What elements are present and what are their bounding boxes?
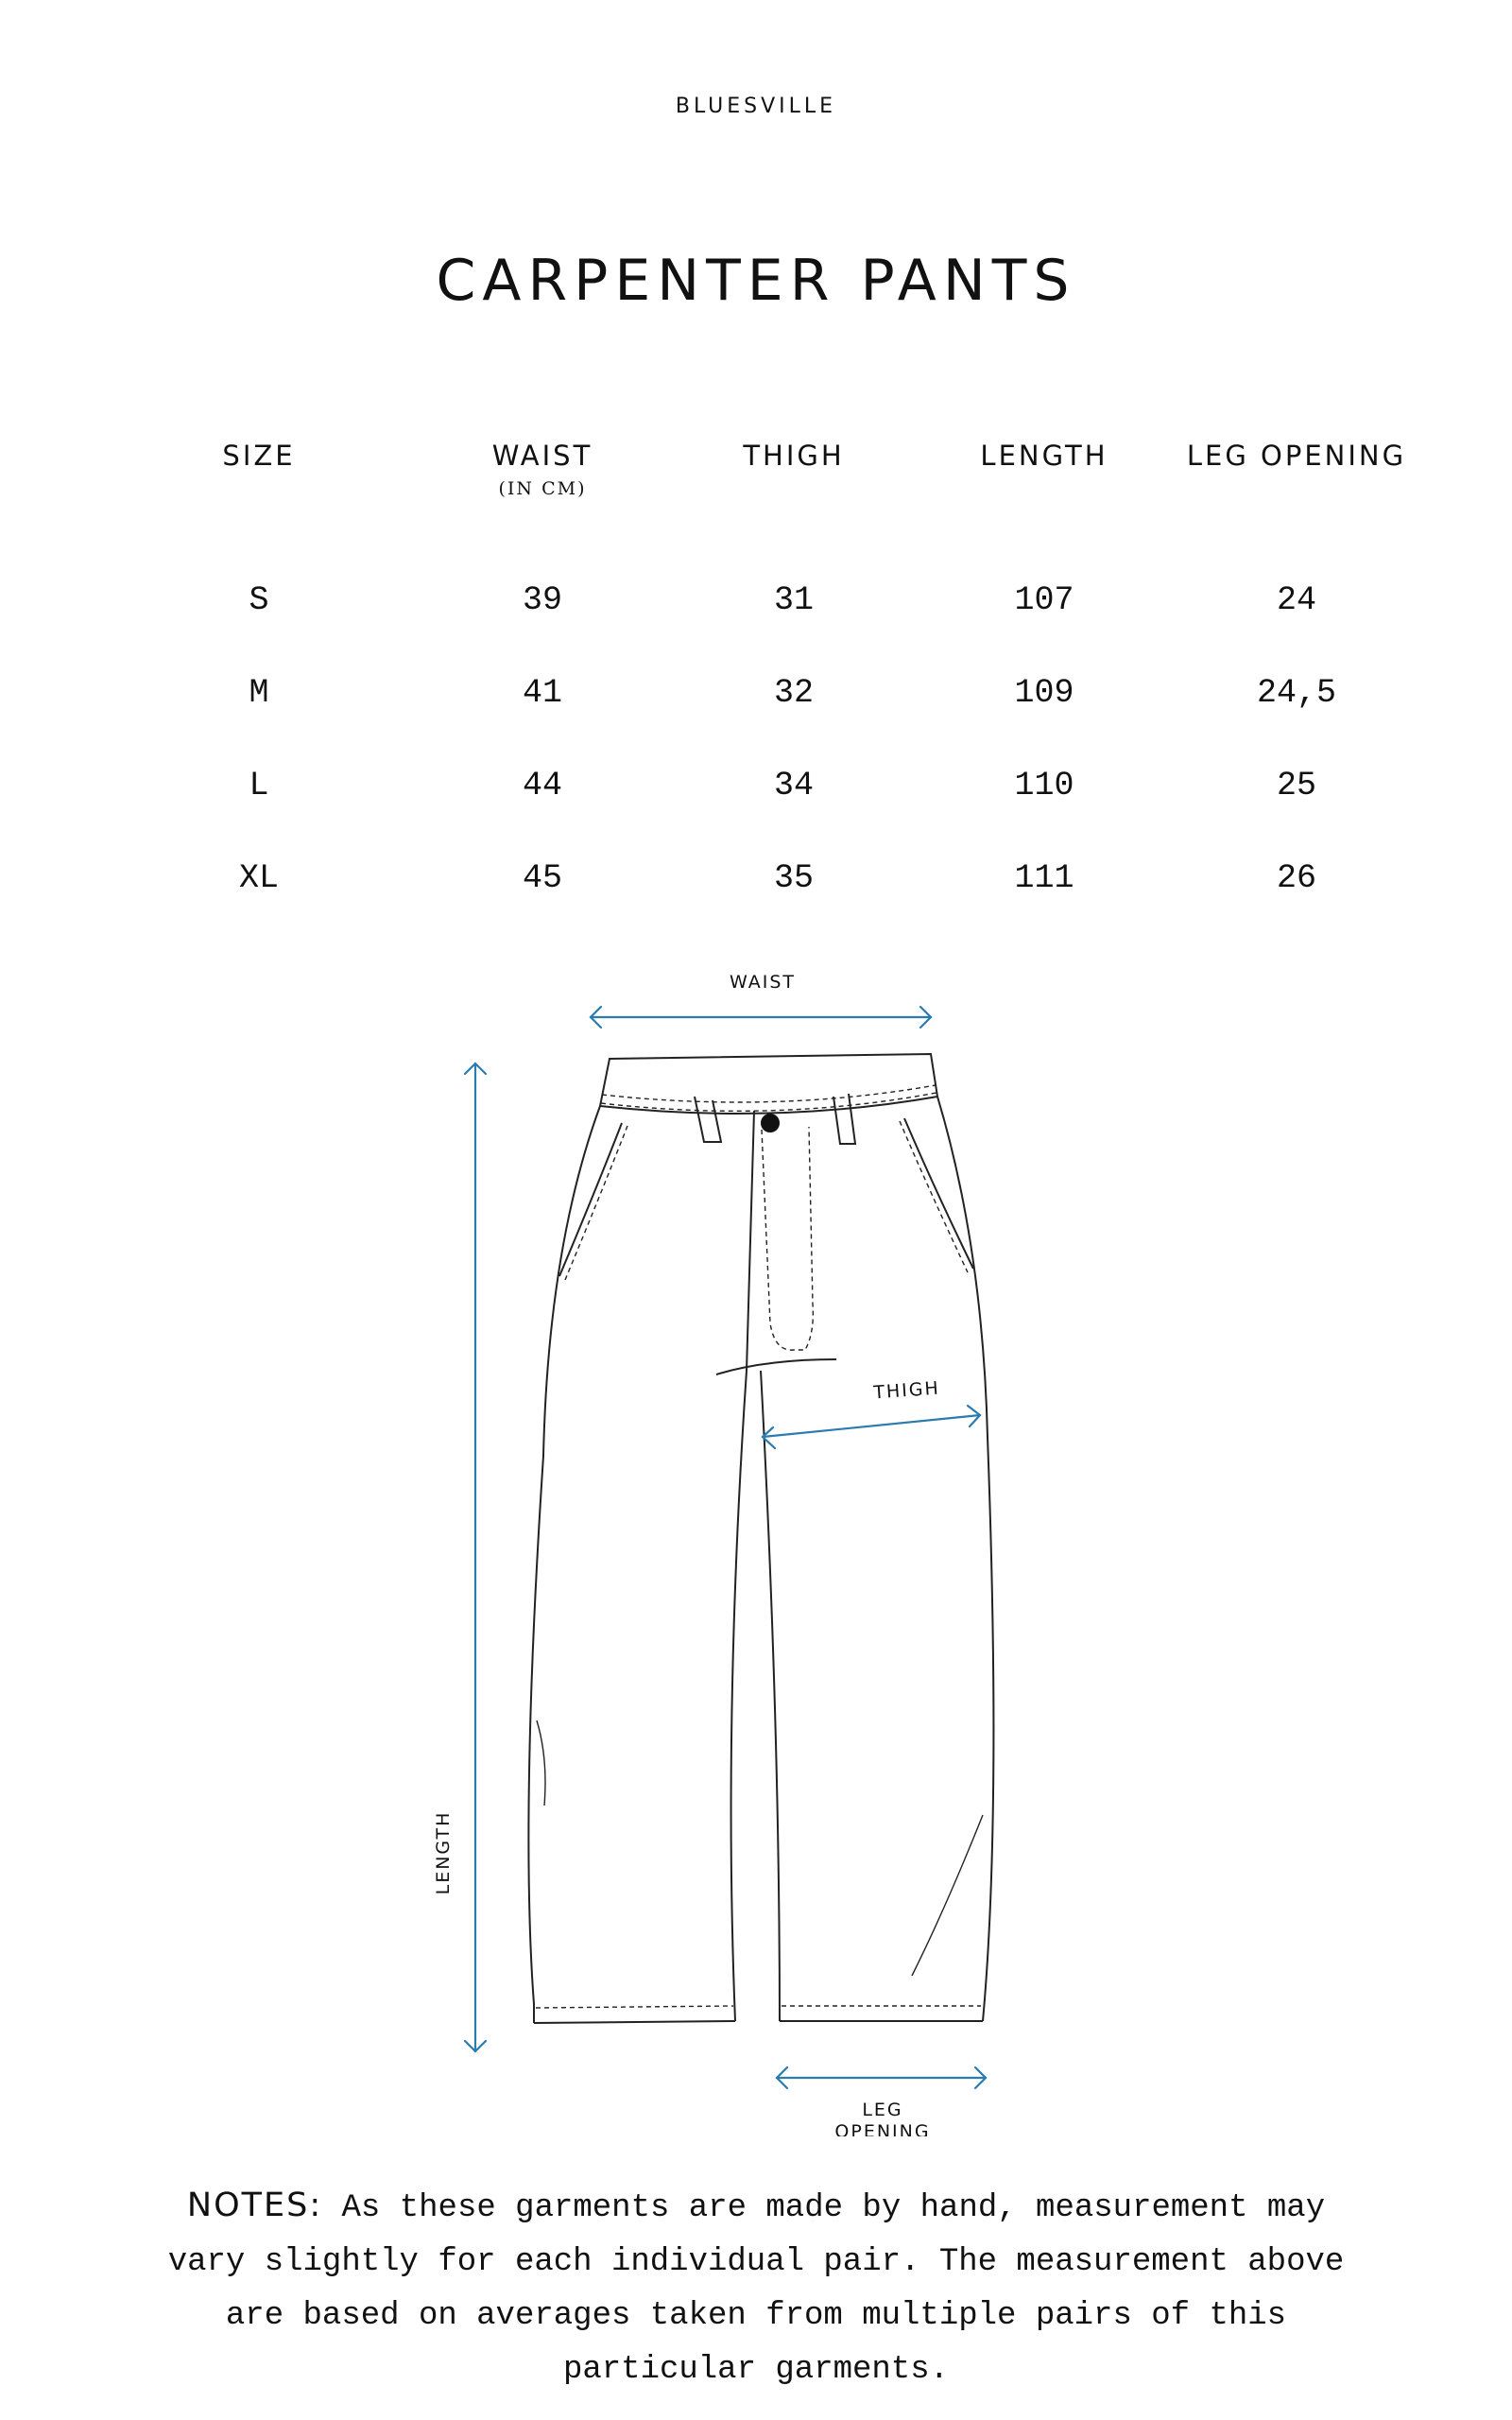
page-title: CARPENTER PANTS xyxy=(436,248,1076,314)
cell-leg-opening: 24 xyxy=(1276,581,1316,619)
thigh-label: THIGH xyxy=(872,1377,941,1404)
cell-waist: 44 xyxy=(522,767,562,804)
cell-size: XL xyxy=(238,859,279,897)
waist-label: WAIST xyxy=(729,972,797,993)
header-length: LENGTH xyxy=(980,440,1108,472)
measurement-arrows xyxy=(465,1007,986,2088)
header-waist: WAIST (IN CM) xyxy=(401,440,684,500)
cell-size: S xyxy=(249,581,269,619)
pants-outline xyxy=(528,1054,993,2023)
size-chart-table xyxy=(0,440,1512,952)
button-icon xyxy=(761,1114,780,1132)
table-header-row xyxy=(0,440,1512,581)
cell-leg-opening: 26 xyxy=(1276,859,1316,897)
table-row xyxy=(0,767,1512,859)
leg-opening-label-line2: OPENING xyxy=(834,2121,931,2136)
cell-waist: 39 xyxy=(522,581,562,619)
cell-length: 107 xyxy=(1014,581,1074,619)
header-leg-opening: LEG OPENING xyxy=(1186,440,1407,472)
length-label: LENGTH xyxy=(433,1810,454,1895)
header-size: SIZE xyxy=(222,440,296,472)
cell-thigh: 31 xyxy=(773,581,814,619)
leg-opening-label-line1: LEG xyxy=(862,2100,903,2120)
cell-thigh: 35 xyxy=(773,859,814,897)
pants-measurement-diagram xyxy=(416,964,1096,2136)
cell-length: 111 xyxy=(1014,859,1074,897)
cell-size: L xyxy=(249,767,269,804)
table-row xyxy=(0,674,1512,767)
notes-label: NOTES: xyxy=(186,2187,323,2224)
table-row xyxy=(0,859,1512,952)
table-row xyxy=(0,581,1512,674)
notes-text: As these garments are made by hand, measurement may vary slightly for each individual pair. The measurement above are based on averages taken from multiple pairs of this particular garments. xyxy=(167,2190,1345,2388)
header-thigh: THIGH xyxy=(743,440,845,472)
cell-leg-opening: 25 xyxy=(1276,767,1316,804)
cell-length: 110 xyxy=(1014,767,1074,804)
cell-leg-opening: 24,5 xyxy=(1256,674,1336,712)
cell-length: 109 xyxy=(1014,674,1074,712)
cell-size: M xyxy=(249,674,269,712)
brand-name: BLUESVILLE xyxy=(675,95,837,118)
cell-thigh: 32 xyxy=(773,674,814,712)
cell-waist: 45 xyxy=(522,859,562,897)
cell-waist: 41 xyxy=(522,674,562,712)
notes xyxy=(151,2179,1361,2397)
header-waist-unit: (IN CM) xyxy=(498,478,587,499)
cell-thigh: 34 xyxy=(773,767,814,804)
